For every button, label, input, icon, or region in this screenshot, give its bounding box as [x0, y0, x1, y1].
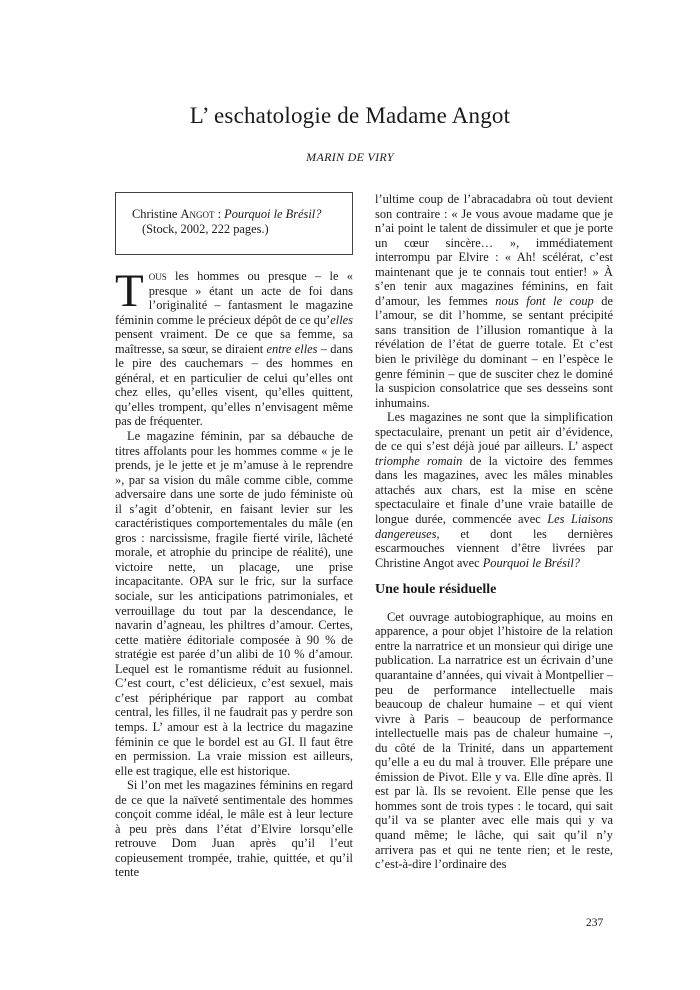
- reference-publication: (Stock, 2002, 222 pages.): [142, 222, 269, 236]
- book-reference-box: [115, 192, 353, 255]
- emphasis: entre elles: [266, 341, 318, 356]
- paragraph-text: , et dont les dernières escarmouches viennent d’être livrées par Christine Angot avec: [375, 526, 613, 570]
- emphasis: Pourquoi le Brésil?: [482, 555, 580, 570]
- article-author: MARIN DE VIRY: [306, 150, 394, 164]
- paragraph: [115, 265, 353, 429]
- left-column: [115, 192, 353, 880]
- paragraph-text: de l’amour, se dit l’homme, se sentant précipité sans transition de l’illusion romantique à la révélation de l’état de guerre totale. Et c’est bien le privilège du dominant – en l’espèce le genre féminin – que de susciter chez le dominé la suspicion consolatrice que ses desseins sont inhumains.: [375, 293, 614, 410]
- paragraph: Si l’on met les magazines féminins en regard de ce que la naïveté sentimentale des hommes conçoit comme idéal, le mâle est à leur lecture à peu près dans l’état d’Elvire lorsqu’elle retrouve Dom Juan après qu’il l’eut copieusement trompée, trahie, quittée, et qu’il tente: [115, 778, 353, 880]
- emphasis: nous font le coup: [495, 293, 594, 308]
- paragraph-text: l’ultime coup de l’abracadabra où tout devient son contraire : « Je vous avoue madame que je n’ai point le talent de dissimuler et que je porte un cœur sincère… », immédiatement interrompu par Elvire : « Ah! scélérat, c’est maintenant que je te connais tout entier! » À s’en tenir aux magazines féminins, en fait d’amour, les femmes: [375, 192, 613, 308]
- paragraph-text: – dans le pire des cauchemars – des hommes en général, et en particulier de celui qu’elles ont chez elles, qu’elles visent, qu’elles quittent, qu’elles trompent, qu’elles n’envisagent même pas de fréquenter.: [115, 341, 353, 429]
- reference-separator: :: [214, 207, 225, 221]
- article-title: L’ eschatologie de Madame Angot: [189, 103, 511, 128]
- drop-cap: T: [115, 265, 144, 317]
- paragraph-text: pensent vraiment. De ce que sa femme, sa maîtresse, sa sœur, se diraient: [115, 327, 353, 356]
- paragraph: [375, 410, 613, 570]
- paragraph-text: Les magazines ne sont que la simplification spectaculaire, prenant un petit air d’évidence, de ce qui s’est déjà joué par ailleurs. L’ aspect: [375, 410, 613, 454]
- paragraph-text: de la victoire des femmes dans les magazines, avec les mâles minables attachés aux chars, est la mise en scène spectaculaire et finale d’une vraie bataille de longue durée, commencée avec: [375, 453, 613, 527]
- reference-book-title: Pourquoi le Brésil?: [224, 207, 322, 221]
- emphasis: elles: [330, 312, 353, 327]
- reference-author-last: Angot: [180, 207, 215, 221]
- emphasis: Les Liaisons dangereuses: [375, 512, 613, 541]
- paragraph: Le magazine féminin, par sa débauche de titres affolants pour les hommes comme « je le prends, je le jette et je m’amuse à le reprendre », par sa vision du mâle comme cible, comme adversaire dans une sorte de judo féministe où il s’agit d’obtenir, en faisant levier sur les caractéristiques comportementales du mâle (en gros : narcissisme, fragile fierté virile, lâcheté morale, et atrophie du principe de réalité), une victoire nette, un placage, une prise incapacitante. OPA sur le fric, sur la surface sociale, sur les anticipations patrimoniales, et verrouillage du tout par la descendance, le navarin d’agneau, les philtres d’amour. Certes, cette matière éditoriale composée à 90 % de stratégie est parée d’un alibi de 10 % d’amour. Lequel est le romantisme réduit au fusionnel. C’est court, c’est délicieux, c’est sexuel, mais c’est périphérique par rapport au combat central, les filles, il ne faudrait pas y perdre son temps. L’ amour est à la lectrice du magazine féminin ce que le bordel est au GI. Il faut être en permission. La vraie mission est ailleurs, elle est tragique, elle est historique.: [115, 429, 353, 778]
- book-reference: [116, 193, 352, 237]
- smallcaps-lead: ous: [148, 269, 167, 283]
- reference-author-first: Christine: [132, 207, 178, 221]
- page-number: 237: [586, 917, 604, 929]
- paragraph-text: les hommes ou presque – le « presque » étant un acte de foi dans l’originalité – fantasment le magazine féminin comme le précieux dépôt de ce qu’: [115, 269, 353, 327]
- right-column: [375, 192, 613, 872]
- section-heading: Une houle résiduelle: [375, 582, 497, 598]
- paragraph: [375, 192, 613, 410]
- emphasis: triomphe romain: [375, 453, 463, 468]
- paragraph: Cet ouvrage autobiographique, au moins en apparence, a pour objet l’histoire de la relation entre la narratrice et un monsieur qui dirige une publication. La narratrice est un écrivain d’une quarantaine d’années, qui vivait à Montpellier – peu de performance intellectuelle mais beaucoup de chaleur humaine – et qui vient vivre à Paris – beaucoup de performance intellectuelle mais pas de chaleur humaine –, du côté de la Trinité, dans un appartement qu’elle a eu du mal à trouver. Elle prépare une émission de Pivot. Elle y va. Elle dîne après. Il est par là. Ils se revoient. Elle pense que les hommes sont de trois types : le tocard, qui sait qu’il va se planter avec elle mais qui y va quand même; le lâche, qui sait qu’il n’y arrivera pas et qui ne tente rien; et le reste, c’est-à-dire l’ordinaire des: [375, 609, 613, 872]
